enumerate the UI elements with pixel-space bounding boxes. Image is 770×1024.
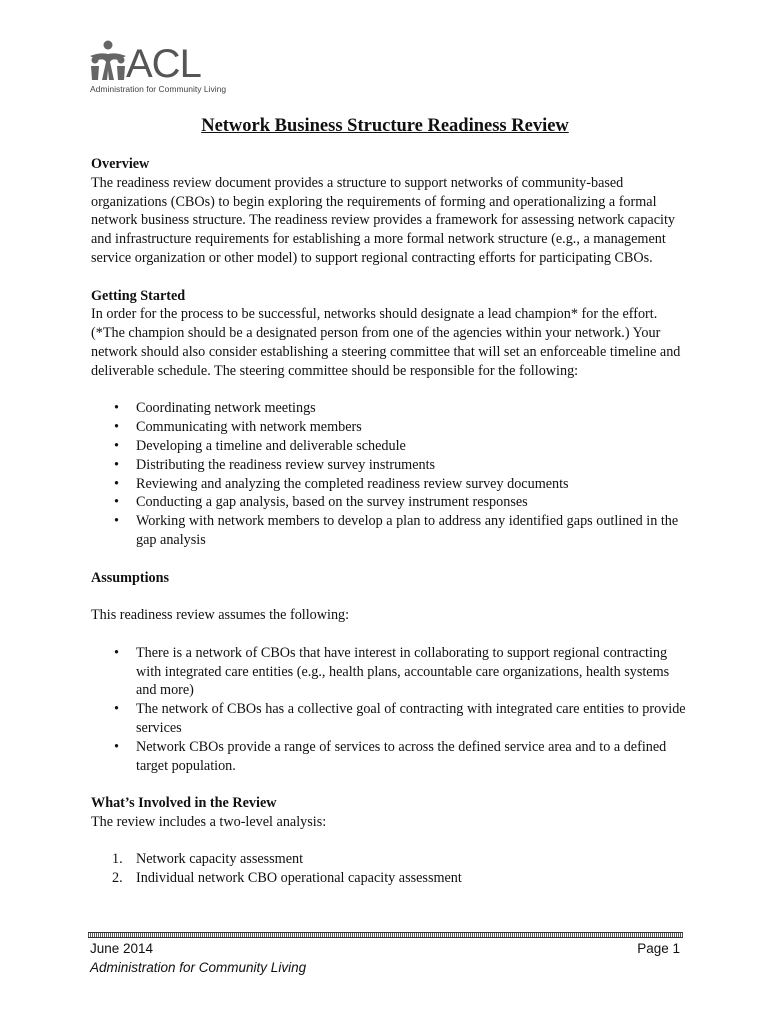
list-item: • Conducting a gap analysis, based on the survey instrument responses [114, 494, 528, 511]
list-item: • Reviewing and analyzing the completed readiness review survey documents [114, 475, 569, 492]
acl-logo [88, 40, 227, 98]
logo-subtitle: Administration for Community Living [90, 84, 227, 94]
list-item: • Working with network members to develop a plan to address any identified gaps outlined in the gap analysis [114, 513, 679, 548]
list-item: 2. Individual network CBO operational capacity assessment [112, 870, 462, 887]
assumptions-list [91, 644, 686, 776]
page-number: Page 1 [637, 941, 680, 956]
overview-heading: Overview [91, 156, 150, 172]
list-item: • Distributing the readiness review survey instruments [114, 456, 436, 473]
list-item: • The network of CBOs has a collective goal of contracting with integrated care entities to provide services [114, 701, 686, 736]
bullet-icon: • [114, 475, 119, 492]
list-item: • Communicating with network members [114, 419, 362, 436]
footer-organization: Administration for Community Living [90, 960, 307, 975]
overview-text: The readiness review document provides a structure to support networks of community-based organizations (CBOs) to begin exploring the requirements of forming and operationalizing a formal network business structure. The readiness review provides a framework for assessing network capacity and infrastructure requirements for establishing a more formal network structure (e.g., a management service organization or other model) to support regional contracting efforts for participating CBOs. [91, 174, 676, 266]
overview-section [91, 155, 686, 268]
list-item: • Network CBOs provide a range of services to across the defined service area and to a defined target population. [114, 738, 667, 774]
bullet-icon: • [114, 456, 119, 473]
bullet-icon: • [114, 494, 119, 511]
bullet-icon: • [114, 437, 119, 454]
bullet-icon: • [114, 701, 119, 718]
bullet-icon: • [114, 513, 119, 530]
responsibilities-list [91, 399, 686, 549]
getting-started-section [91, 287, 686, 550]
document-title: Network Business Structure Readiness Review [201, 116, 569, 136]
list-item: • Developing a timeline and deliverable schedule [114, 437, 406, 454]
list-item: 1. Network capacity assessment [112, 851, 304, 868]
bullet-icon: • [114, 644, 119, 661]
involved-heading: What’s Involved in the Review [91, 795, 277, 812]
footer-date: June 2014 [90, 941, 154, 956]
list-item: • Coordinating network meetings [114, 400, 316, 417]
document-body [91, 155, 686, 888]
getting-started-text: In order for the process to be successful, networks should designate a lead champion* for the effort. (*The champion should be a designated person from one of the agencies within your network.) Your network should also consider establishing a steering committee that will set an enforceable timeline and deliverable schedule. The steering committee should be responsible for the following: [91, 306, 681, 379]
involved-section [91, 794, 686, 888]
logo-wordmark: ACL [126, 42, 201, 86]
list-number: 2. [112, 870, 123, 887]
getting-started-heading: Getting Started [91, 287, 186, 304]
involved-intro: The review includes a two-level analysis: [91, 813, 327, 830]
list-number: 1. [112, 851, 123, 868]
bullet-icon: • [114, 419, 119, 436]
bullet-icon: • [114, 400, 119, 417]
bullet-icon: • [114, 738, 119, 755]
footer-divider [88, 932, 683, 938]
people-logo-icon [88, 40, 128, 84]
assumptions-section [91, 569, 686, 776]
list-item: • There is a network of CBOs that have interest in collaborating to support regional contracting with integrated care entities (e.g., health plans, accountable care organizations, health systems and more) [114, 644, 670, 699]
assumptions-heading: Assumptions [91, 569, 170, 586]
assumptions-intro: This readiness review assumes the following: [91, 607, 350, 624]
analysis-list [91, 850, 686, 888]
